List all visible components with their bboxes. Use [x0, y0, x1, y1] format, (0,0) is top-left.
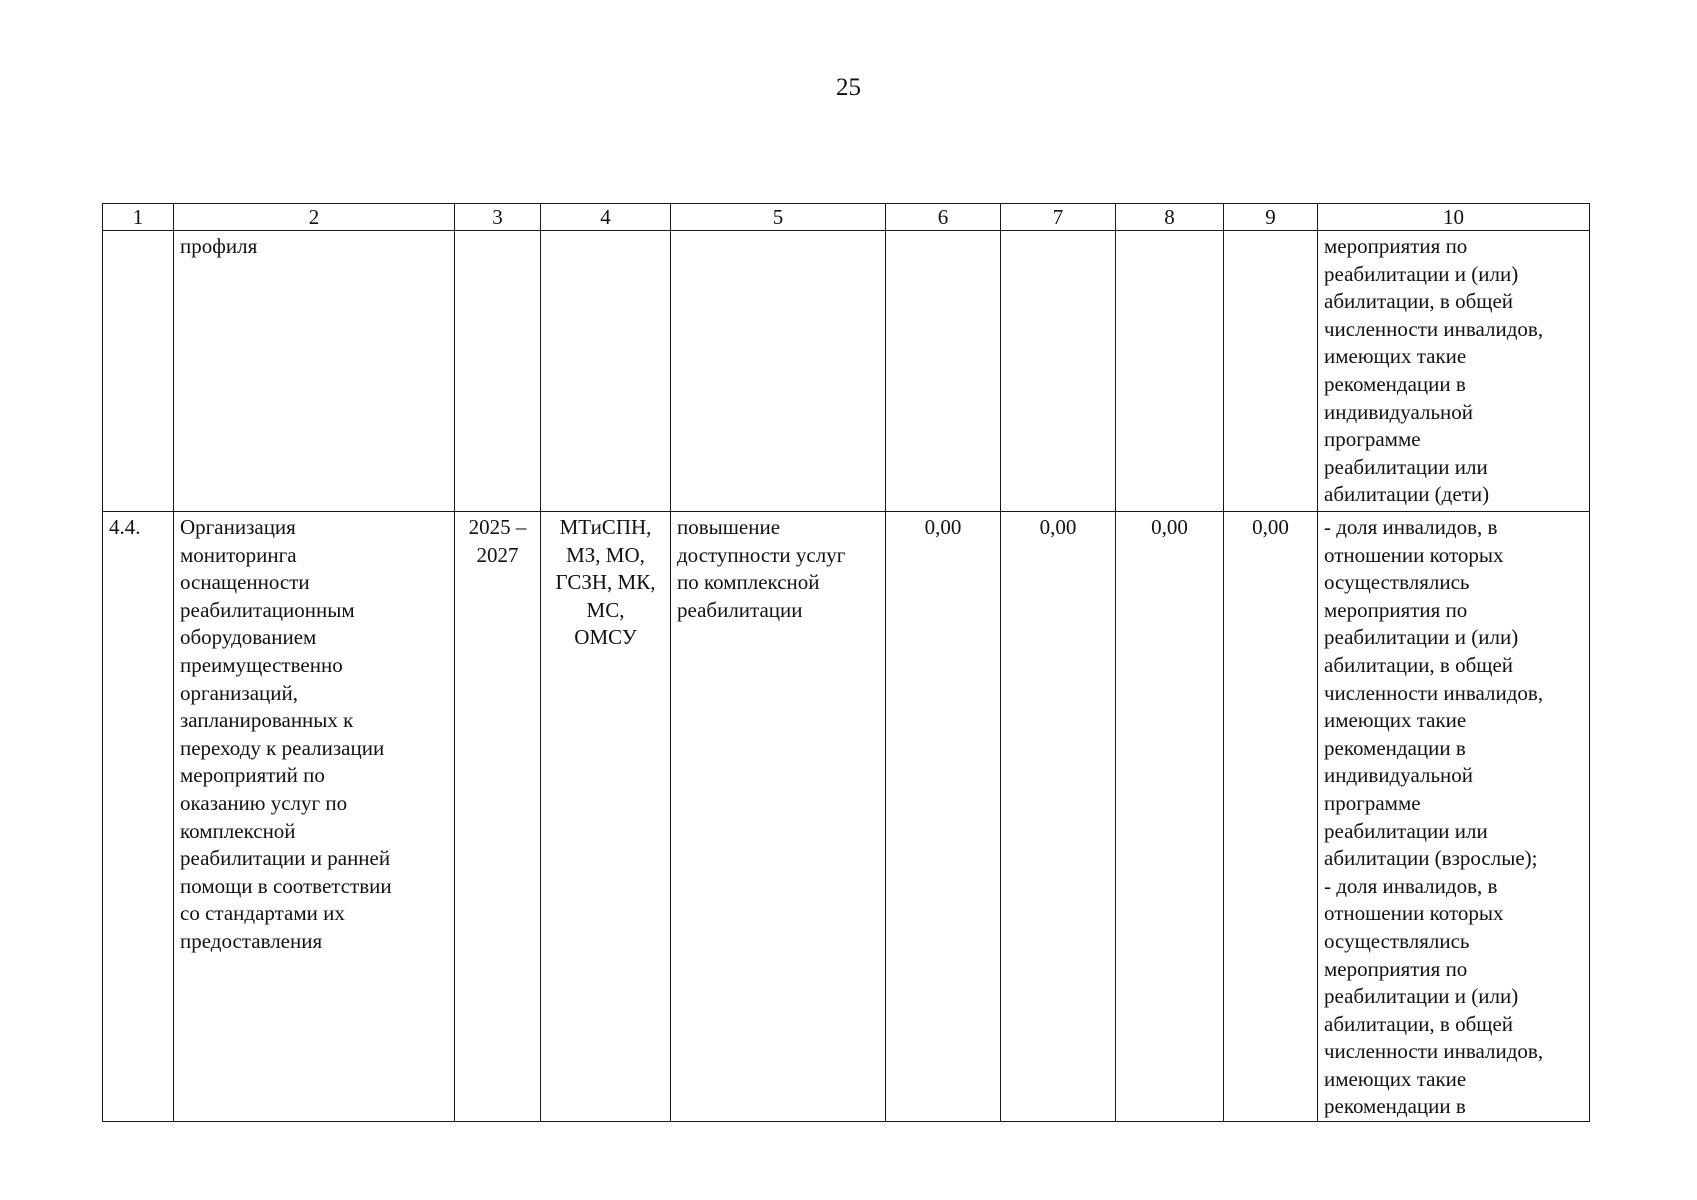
value-cell: [1116, 231, 1224, 512]
value-cell: 0,00: [886, 512, 1001, 1122]
column-numbers-row: [103, 204, 1590, 231]
value-cell: 0,00: [1224, 512, 1318, 1122]
column-number: 10: [1318, 204, 1590, 231]
period-cell: 2025 – 2027: [455, 512, 541, 1122]
executors-cell: [541, 231, 671, 512]
value-cell: 0,00: [1001, 512, 1116, 1122]
result-cell: [671, 231, 886, 512]
indicator-cell: - доля инвалидов, в отношении которых осуществлялись мероприятия по реабилитации и (или) абилитации, в общей численности инвалидов, имеющих такие рекомендации в индивидуальной программе реабилитации или абилитации (взрослые); - доля инвалидов, в отношении которых осуществлялись мероприятия по реабилитации и (или) абилитации, в общей численности инвалидов, имеющих такие рекомендации в: [1318, 512, 1590, 1122]
measure-name-cell: Организация мониторинга оснащенности реабилитационным оборудованием преимущественно организаций, запланированных к переходу к реализации мероприятий по оказанию услуг по комплексной реабилитации и ранней помощи в соответствии со стандартами их предоставления: [174, 512, 455, 1122]
value-cell: [1224, 231, 1318, 512]
column-number: 9: [1224, 204, 1318, 231]
value-cell: 0,00: [1116, 512, 1224, 1122]
column-number: 8: [1116, 204, 1224, 231]
measures-table: [102, 203, 1590, 1122]
column-number: 5: [671, 204, 886, 231]
result-cell: повышение доступности услуг по комплексной реабилитации: [671, 512, 886, 1122]
table-row: [103, 231, 1590, 512]
table-row: [103, 512, 1590, 1122]
column-number: 1: [103, 204, 174, 231]
value-cell: [1001, 231, 1116, 512]
column-number: 3: [455, 204, 541, 231]
indicator-cell: мероприятия по реабилитации и (или) абилитации, в общей численности инвалидов, имеющих такие рекомендации в индивидуальной программе реабилитации или абилитации (дети): [1318, 231, 1590, 512]
period-cell: [455, 231, 541, 512]
column-number: 7: [1001, 204, 1116, 231]
executors-cell: МТиСПН, МЗ, МО, ГСЗН, МК, МС, ОМСУ: [541, 512, 671, 1122]
column-number: 4: [541, 204, 671, 231]
column-number: 2: [174, 204, 455, 231]
row-number-cell: 4.4.: [103, 512, 174, 1122]
page-number: 25: [836, 74, 861, 101]
column-number: 6: [886, 204, 1001, 231]
row-number-cell: [103, 231, 174, 512]
value-cell: [886, 231, 1001, 512]
measure-name-cell: профиля: [174, 231, 455, 512]
